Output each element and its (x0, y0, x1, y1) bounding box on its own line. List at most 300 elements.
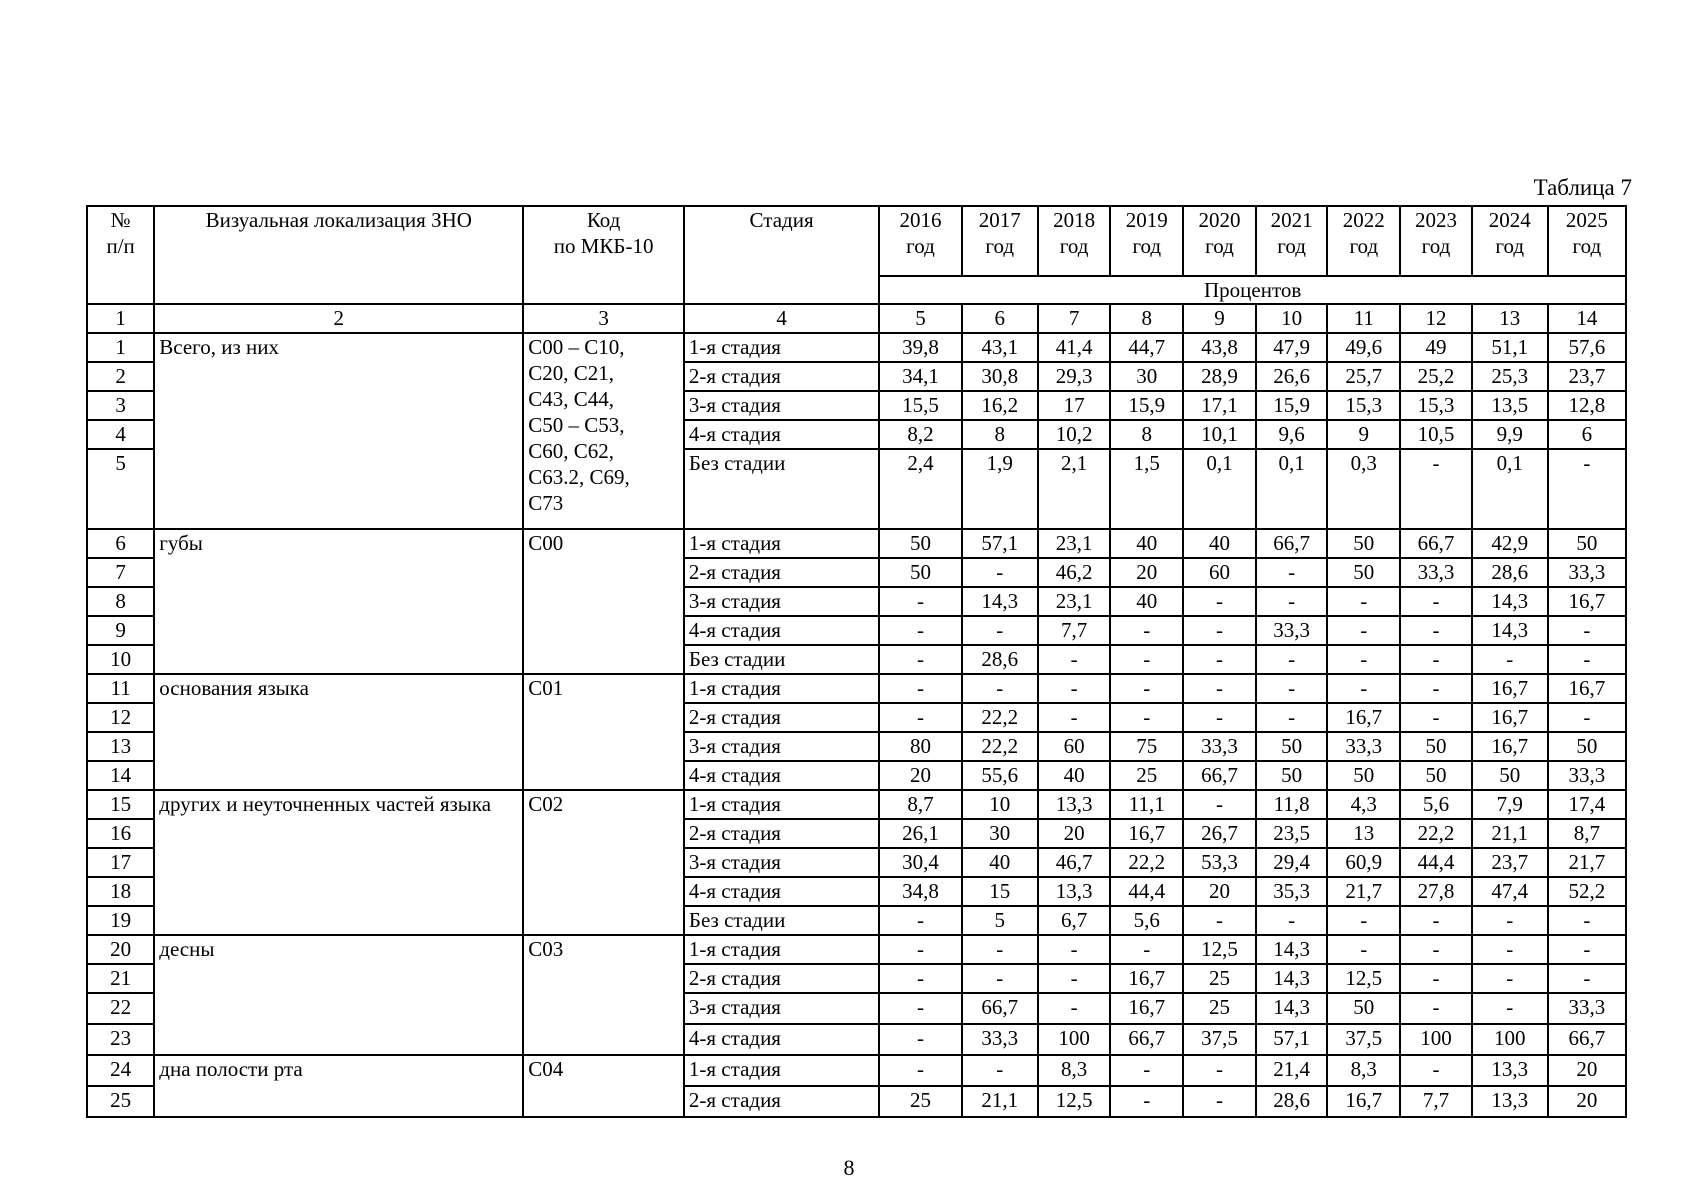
value-cell: 50 (1256, 732, 1328, 761)
value-cell: 49,6 (1327, 333, 1400, 362)
column-number: 12 (1400, 304, 1472, 333)
value-cell: - (879, 703, 961, 732)
value-cell: - (1038, 935, 1111, 964)
value-cell: - (1038, 703, 1111, 732)
stage-cell: 1-я стадия (684, 674, 879, 703)
value-cell: 49 (1400, 333, 1472, 362)
column-number: 9 (1183, 304, 1256, 333)
value-cell: - (1110, 674, 1183, 703)
value-cell: - (1400, 674, 1472, 703)
value-cell: - (1472, 935, 1548, 964)
value-cell: 21,7 (1548, 848, 1626, 877)
stage-cell: 2-я стадия (684, 362, 879, 391)
row-number: 1 (87, 333, 154, 362)
value-cell: - (879, 935, 961, 964)
table-row (87, 1055, 1626, 1086)
row-number: 10 (87, 645, 154, 674)
value-cell: 100 (1038, 1024, 1111, 1055)
table-row (87, 935, 1626, 964)
value-cell: 66,7 (1256, 529, 1328, 558)
row-number: 6 (87, 529, 154, 558)
value-cell: - (1400, 703, 1472, 732)
value-cell: 50 (1327, 529, 1400, 558)
value-cell: 57,6 (1548, 333, 1626, 362)
value-cell: 33,3 (1183, 732, 1256, 761)
value-cell: 50 (1548, 529, 1626, 558)
value-cell: - (1400, 993, 1472, 1024)
stage-cell: 3-я стадия (684, 587, 879, 616)
value-cell: 40 (1110, 587, 1183, 616)
value-cell: 16,7 (1110, 993, 1183, 1024)
value-cell: 33,3 (1548, 993, 1626, 1024)
value-cell: 50 (1327, 761, 1400, 790)
value-cell: 2,4 (879, 449, 961, 529)
value-cell: - (1183, 674, 1256, 703)
row-number: 18 (87, 877, 154, 906)
value-cell: 15,3 (1400, 391, 1472, 420)
statistics-table (86, 205, 1627, 1118)
value-cell: 15,3 (1327, 391, 1400, 420)
value-cell: 5,6 (1110, 906, 1183, 935)
value-cell: 25 (879, 1086, 961, 1117)
value-cell: 15,9 (1256, 391, 1328, 420)
value-cell: - (1110, 935, 1183, 964)
table-row (87, 333, 1626, 362)
value-cell: 43,8 (1183, 333, 1256, 362)
value-cell: - (1400, 1055, 1472, 1086)
value-cell: - (1183, 645, 1256, 674)
value-cell: - (1110, 703, 1183, 732)
value-cell: 100 (1400, 1024, 1472, 1055)
value-cell: 21,4 (1256, 1055, 1328, 1086)
value-cell: 22,2 (1400, 819, 1472, 848)
value-cell: - (1472, 906, 1548, 935)
value-cell: 23,1 (1038, 587, 1111, 616)
column-number: 2 (154, 304, 523, 333)
value-cell: - (1183, 1055, 1256, 1086)
value-cell: 25 (1183, 964, 1256, 993)
value-cell: - (1548, 645, 1626, 674)
value-cell: 16,7 (1472, 674, 1548, 703)
column-number: 11 (1327, 304, 1400, 333)
value-cell: 8,3 (1038, 1055, 1111, 1086)
value-cell: - (1256, 674, 1328, 703)
value-cell: 50 (1256, 761, 1328, 790)
value-cell: 57,1 (1256, 1024, 1328, 1055)
value-cell: 20 (1038, 819, 1111, 848)
value-cell: - (1183, 616, 1256, 645)
value-cell: 33,3 (1548, 761, 1626, 790)
row-number: 3 (87, 391, 154, 420)
header-year: 2023 год (1400, 206, 1472, 276)
value-cell: - (1327, 616, 1400, 645)
value-cell: 33,3 (962, 1024, 1038, 1055)
value-cell: 20 (1183, 877, 1256, 906)
value-cell: 30,8 (962, 362, 1038, 391)
column-number: 8 (1110, 304, 1183, 333)
value-cell: 16,7 (1110, 964, 1183, 993)
value-cell: - (1548, 449, 1626, 529)
value-cell: 22,2 (962, 703, 1038, 732)
row-number: 20 (87, 935, 154, 964)
value-cell: - (1256, 558, 1328, 587)
value-cell: 13 (1327, 819, 1400, 848)
row-number: 12 (87, 703, 154, 732)
value-cell: - (962, 674, 1038, 703)
value-cell: - (1548, 964, 1626, 993)
value-cell: 20 (1548, 1055, 1626, 1086)
value-cell: 23,7 (1472, 848, 1548, 877)
value-cell: 40 (962, 848, 1038, 877)
value-cell: 13,3 (1038, 877, 1111, 906)
value-cell: 66,7 (1110, 1024, 1183, 1055)
value-cell: 16,7 (1327, 703, 1400, 732)
value-cell: 14,3 (1472, 587, 1548, 616)
value-cell: 35,3 (1256, 877, 1328, 906)
value-cell: 33,3 (1256, 616, 1328, 645)
stage-cell: 2-я стадия (684, 964, 879, 993)
value-cell: 29,4 (1256, 848, 1328, 877)
value-cell: 26,6 (1256, 362, 1328, 391)
value-cell: 40 (1038, 761, 1111, 790)
value-cell: 23,7 (1548, 362, 1626, 391)
value-cell: 21,1 (962, 1086, 1038, 1117)
icd-code-cell: С02 (523, 790, 684, 935)
value-cell: 50 (1472, 761, 1548, 790)
value-cell: 17,1 (1183, 391, 1256, 420)
value-cell: 9,6 (1256, 420, 1328, 449)
value-cell: - (962, 616, 1038, 645)
row-number: 16 (87, 819, 154, 848)
value-cell: 37,5 (1327, 1024, 1400, 1055)
icd-code-cell: С00 (523, 529, 684, 674)
column-number: 3 (523, 304, 684, 333)
header-year: 2024 год (1472, 206, 1548, 276)
value-cell: - (1548, 616, 1626, 645)
localization-cell: других и неуточненных частей языка (154, 790, 523, 935)
value-cell: 66,7 (1548, 1024, 1626, 1055)
value-cell: - (962, 558, 1038, 587)
table-row (87, 790, 1626, 819)
value-cell: 14,3 (1256, 964, 1328, 993)
value-cell: - (879, 1055, 961, 1086)
stage-cell: 1-я стадия (684, 1055, 879, 1086)
value-cell: 16,7 (1548, 587, 1626, 616)
column-number: 10 (1256, 304, 1328, 333)
value-cell: 30,4 (879, 848, 961, 877)
value-cell: 50 (879, 529, 961, 558)
value-cell: 13,3 (1038, 790, 1111, 819)
value-cell: 8,2 (879, 420, 961, 449)
value-cell: 10,1 (1183, 420, 1256, 449)
value-cell: - (1400, 587, 1472, 616)
value-cell: 16,2 (962, 391, 1038, 420)
value-cell: 40 (1183, 529, 1256, 558)
value-cell: - (1256, 587, 1328, 616)
value-cell: 10 (962, 790, 1038, 819)
value-cell: - (1327, 906, 1400, 935)
page-number: 8 (843, 1155, 855, 1180)
value-cell: - (1472, 964, 1548, 993)
value-cell: - (1183, 587, 1256, 616)
value-cell: 46,2 (1038, 558, 1111, 587)
value-cell: 25,7 (1327, 362, 1400, 391)
value-cell: 9,9 (1472, 420, 1548, 449)
stage-cell: 2-я стадия (684, 558, 879, 587)
value-cell: 50 (1327, 993, 1400, 1024)
value-cell: 5,6 (1400, 790, 1472, 819)
value-cell: - (1110, 645, 1183, 674)
row-number: 14 (87, 761, 154, 790)
value-cell: 26,7 (1183, 819, 1256, 848)
icd-code-cell: С00 – С10, С20, С21, С43, С44, С50 – С53, С60, С62, С63.2, С69, С73 (523, 333, 684, 529)
value-cell: 41,4 (1038, 333, 1111, 362)
value-cell: 34,8 (879, 877, 961, 906)
column-number: 7 (1038, 304, 1111, 333)
value-cell: 12,5 (1038, 1086, 1111, 1117)
row-number: 13 (87, 732, 154, 761)
value-cell: - (1110, 1055, 1183, 1086)
value-cell: 50 (1548, 732, 1626, 761)
value-cell: 44,4 (1400, 848, 1472, 877)
value-cell: 33,3 (1400, 558, 1472, 587)
value-cell: 7,7 (1400, 1086, 1472, 1117)
value-cell: - (1400, 964, 1472, 993)
value-cell: 50 (1327, 558, 1400, 587)
header-year: 2022 год (1327, 206, 1400, 276)
stage-cell: 4-я стадия (684, 761, 879, 790)
stage-cell: 2-я стадия (684, 703, 879, 732)
value-cell: 44,7 (1110, 333, 1183, 362)
value-cell: 28,6 (1256, 1086, 1328, 1117)
value-cell: - (1038, 674, 1111, 703)
value-cell: 8,7 (879, 790, 961, 819)
value-cell: - (879, 645, 961, 674)
value-cell: 16,7 (1548, 674, 1626, 703)
value-cell: 51,1 (1472, 333, 1548, 362)
value-cell: 47,4 (1472, 877, 1548, 906)
statistics-table-wrapper (86, 205, 1627, 1118)
column-number: 14 (1548, 304, 1626, 333)
value-cell: 66,7 (1400, 529, 1472, 558)
value-cell: 15,5 (879, 391, 961, 420)
value-cell: 2,1 (1038, 449, 1111, 529)
value-cell: 47,9 (1256, 333, 1328, 362)
value-cell: 12,5 (1327, 964, 1400, 993)
value-cell: 21,1 (1472, 819, 1548, 848)
stage-cell: 3-я стадия (684, 993, 879, 1024)
column-number: 5 (879, 304, 961, 333)
value-cell: - (1548, 906, 1626, 935)
value-cell: - (962, 935, 1038, 964)
value-cell: - (1327, 587, 1400, 616)
value-cell: - (1400, 935, 1472, 964)
value-cell: 16,7 (1472, 732, 1548, 761)
value-cell: 25 (1110, 761, 1183, 790)
value-cell: 22,2 (962, 732, 1038, 761)
table-caption: Таблица 7 (1533, 175, 1632, 200)
value-cell: 100 (1472, 1024, 1548, 1055)
header-stage: Стадия (684, 206, 879, 304)
value-cell: 50 (1400, 761, 1472, 790)
value-cell: - (1183, 906, 1256, 935)
icd-code-cell: С03 (523, 935, 684, 1055)
value-cell: 14,3 (1472, 616, 1548, 645)
value-cell: - (1183, 1086, 1256, 1117)
value-cell: 4,3 (1327, 790, 1400, 819)
value-cell: - (1110, 616, 1183, 645)
value-cell: 1,9 (962, 449, 1038, 529)
stage-cell: 1-я стадия (684, 935, 879, 964)
table-row (87, 529, 1626, 558)
row-number: 22 (87, 993, 154, 1024)
value-cell: - (1548, 703, 1626, 732)
localization-cell: губы (154, 529, 523, 674)
value-cell: 23,5 (1256, 819, 1328, 848)
localization-cell: основания языка (154, 674, 523, 790)
localization-cell: десны (154, 935, 523, 1055)
value-cell: 16,7 (1110, 819, 1183, 848)
value-cell: 50 (1400, 732, 1472, 761)
value-cell: - (879, 616, 961, 645)
value-cell: 0,1 (1183, 449, 1256, 529)
value-cell: - (1256, 703, 1328, 732)
row-number: 17 (87, 848, 154, 877)
row-number: 5 (87, 449, 154, 529)
stage-cell: 2-я стадия (684, 1086, 879, 1117)
stage-cell: 3-я стадия (684, 391, 879, 420)
value-cell: 25,2 (1400, 362, 1472, 391)
value-cell: 28,6 (962, 645, 1038, 674)
value-cell: 60,9 (1327, 848, 1400, 877)
localization-cell: Всего, из них (154, 333, 523, 529)
value-cell: 57,1 (962, 529, 1038, 558)
value-cell: 14,3 (1256, 935, 1328, 964)
header-localization: Визуальная локализация ЗНО (154, 206, 523, 304)
value-cell: - (1183, 703, 1256, 732)
value-cell: 80 (879, 732, 961, 761)
value-cell: 43,1 (962, 333, 1038, 362)
value-cell: 8,7 (1548, 819, 1626, 848)
value-cell: 66,7 (1183, 761, 1256, 790)
value-cell: 75 (1110, 732, 1183, 761)
value-cell: 28,9 (1183, 362, 1256, 391)
value-cell: - (1256, 645, 1328, 674)
value-cell: - (1110, 1086, 1183, 1117)
value-cell: 11,8 (1256, 790, 1328, 819)
header-unit: Процентов (879, 276, 1626, 304)
value-cell: 29,3 (1038, 362, 1111, 391)
value-cell: 8,3 (1327, 1055, 1400, 1086)
stage-cell: Без стадии (684, 645, 879, 674)
stage-cell: 4-я стадия (684, 420, 879, 449)
row-number: 2 (87, 362, 154, 391)
value-cell: 17,4 (1548, 790, 1626, 819)
header-year: 2019 год (1110, 206, 1183, 276)
stage-cell: Без стадии (684, 906, 879, 935)
value-cell: - (1548, 935, 1626, 964)
stage-cell: 3-я стадия (684, 848, 879, 877)
value-cell: - (962, 964, 1038, 993)
value-cell: 15,9 (1110, 391, 1183, 420)
row-number: 24 (87, 1055, 154, 1086)
value-cell: 66,7 (962, 993, 1038, 1024)
value-cell: - (1400, 645, 1472, 674)
stage-cell: 1-я стадия (684, 529, 879, 558)
value-cell: 13,3 (1472, 1055, 1548, 1086)
value-cell: 12,8 (1548, 391, 1626, 420)
value-cell: 9 (1327, 420, 1400, 449)
value-cell: 42,9 (1472, 529, 1548, 558)
column-number: 6 (962, 304, 1038, 333)
value-cell: 30 (962, 819, 1038, 848)
stage-cell: 1-я стадия (684, 790, 879, 819)
value-cell: 37,5 (1183, 1024, 1256, 1055)
value-cell: - (1327, 645, 1400, 674)
value-cell: - (962, 1055, 1038, 1086)
value-cell: - (1256, 906, 1328, 935)
header-year: 2016 год (879, 206, 961, 276)
value-cell: - (879, 964, 961, 993)
stage-cell: 4-я стадия (684, 1024, 879, 1055)
header-code: Код по МКБ-10 (523, 206, 684, 304)
header-year: 2021 год (1256, 206, 1328, 276)
value-cell: 27,8 (1400, 877, 1472, 906)
value-cell: - (879, 1024, 961, 1055)
value-cell: 10,2 (1038, 420, 1111, 449)
localization-cell: дна полости рта (154, 1055, 523, 1117)
row-number: 9 (87, 616, 154, 645)
value-cell: 7,7 (1038, 616, 1111, 645)
row-number: 4 (87, 420, 154, 449)
value-cell: - (1400, 906, 1472, 935)
value-cell: 10,5 (1400, 420, 1472, 449)
column-number: 1 (87, 304, 154, 333)
header-row (87, 206, 1626, 276)
value-cell: 20 (1548, 1086, 1626, 1117)
value-cell: 8 (962, 420, 1038, 449)
value-cell: - (1327, 674, 1400, 703)
value-cell: 39,8 (879, 333, 961, 362)
value-cell: - (1183, 790, 1256, 819)
header-year: 2018 год (1038, 206, 1111, 276)
row-number: 11 (87, 674, 154, 703)
value-cell: 50 (879, 558, 961, 587)
value-cell: - (1472, 993, 1548, 1024)
row-number: 7 (87, 558, 154, 587)
stage-cell: 2-я стадия (684, 819, 879, 848)
value-cell: - (1327, 935, 1400, 964)
value-cell: 5 (962, 906, 1038, 935)
row-number: 15 (87, 790, 154, 819)
value-cell: 23,1 (1038, 529, 1111, 558)
value-cell: 11,1 (1110, 790, 1183, 819)
value-cell: 46,7 (1038, 848, 1111, 877)
value-cell: - (879, 906, 961, 935)
value-cell: 6 (1548, 420, 1626, 449)
value-cell: 60 (1183, 558, 1256, 587)
value-cell: - (879, 587, 961, 616)
value-cell: 33,3 (1327, 732, 1400, 761)
value-cell: - (1472, 645, 1548, 674)
value-cell: 55,6 (962, 761, 1038, 790)
row-number: 25 (87, 1086, 154, 1117)
column-number: 13 (1472, 304, 1548, 333)
value-cell: - (1038, 964, 1111, 993)
value-cell: 22,2 (1110, 848, 1183, 877)
value-cell: 26,1 (879, 819, 961, 848)
header-year: 2017 год (962, 206, 1038, 276)
